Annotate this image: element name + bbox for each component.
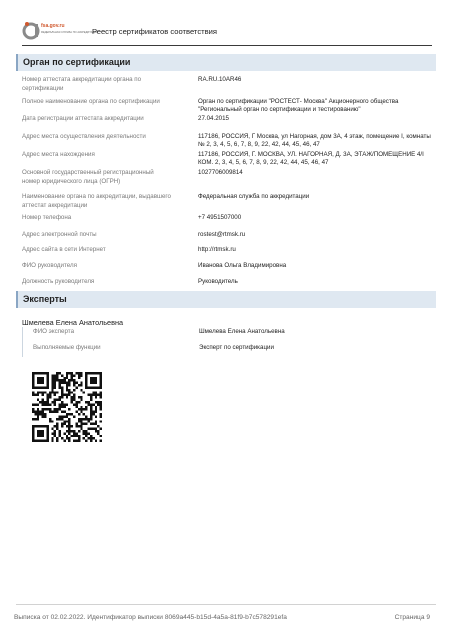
logo-name: fsa.gov.ru — [41, 23, 65, 29]
field-label: Выполняемые функции — [33, 344, 101, 351]
section-header-experts — [16, 291, 436, 308]
field-label: ФИО эксперта — [33, 328, 75, 335]
qr-modules — [32, 372, 102, 442]
section-title: Эксперты — [23, 294, 67, 304]
qr-code — [32, 372, 102, 442]
field-value: Эксперт по сертификации — [199, 344, 274, 351]
field-label: Должность руководителя — [22, 278, 95, 285]
field-value: Руководитель — [198, 278, 238, 285]
document-title: Реестр сертификатов соответствия — [92, 27, 217, 36]
fsa-logo-icon — [22, 20, 42, 40]
field-label: Наименование органа по аккредитации, выдавшего аттестат аккредитации — [22, 193, 171, 209]
section-header-organ — [16, 54, 436, 71]
section-title: Орган по сертификации — [23, 57, 131, 67]
fsa-logo — [22, 20, 99, 44]
section-accent — [16, 54, 18, 71]
field-label: Полное наименование органа по сертификации — [22, 98, 160, 105]
field-value: 117186, РОССИЯ, Г Москва, ул Нагорная, дом 3А, 4 этаж, помещение I, комнаты № 2, 3, 4, 5, 6, 7, 8, 9, 22, 42, 44, 45, 46, 47 — [198, 133, 431, 149]
field-value: Орган по сертификации "РОСТЕСТ- Москва" Акционерного общества "Региональный орган по сертификации и тестированию" — [198, 98, 399, 114]
field-value: 117186, РОССИЯ, Г. МОСКВА, УЛ. НАГОРНАЯ, Д. 3А, ЭТАЖ/ПОМЕЩЕНИЕ 4/I КОМ. 2, 3, 4, 5, 6, 7, 8, 9, 22, 42, 44, 45, 46, 47 — [198, 151, 424, 167]
logo-tagline: ФЕДЕРАЛЬНАЯ СЛУЖБА ПО АККРЕДИТАЦИИ — [41, 31, 99, 34]
field-label: Адрес электронной почты — [22, 231, 97, 238]
field-label: Номер аттестата аккредитации органа по сертификации — [22, 76, 142, 92]
section-accent — [16, 291, 18, 308]
expert-name: Шмелева Елена Анатольевна — [22, 318, 124, 327]
field-value: Федеральная служба по аккредитации — [198, 193, 310, 200]
header-divider — [22, 45, 432, 46]
field-label: Дата регистрации аттестата аккредитации — [22, 115, 144, 122]
field-label: Основной государственный регистрационный номер юридического лица (ОГРН) — [22, 169, 154, 185]
field-label: Адрес сайта в сети Интернет — [22, 246, 106, 253]
field-value: rostest@rtmsk.ru — [198, 231, 246, 238]
footer-divider — [16, 604, 436, 605]
field-label: Адрес места нахождения — [22, 151, 95, 158]
field-value: 27.04.2015 — [198, 115, 229, 122]
field-value: 1027706009814 — [198, 169, 243, 176]
field-value: +7 4951507000 — [198, 214, 242, 221]
field-label: Номер телефона — [22, 214, 72, 221]
footer-extract-info: Выписка от 02.02.2022. Идентификатор выписки 8069a445-b15d-4a5a-81f9-b7c578291efa — [14, 614, 287, 621]
page-header — [22, 20, 432, 46]
expert-details — [22, 327, 436, 357]
field-value: http://rtmsk.ru — [198, 246, 236, 253]
field-value: Шмелева Елена Анатольевна — [199, 328, 285, 335]
field-label: Адрес места осуществления деятельности — [22, 133, 146, 140]
field-value: Иванова Ольга Владимировна — [198, 262, 287, 269]
field-label: ФИО руководителя — [22, 262, 77, 269]
page-number: Страница 9 — [394, 614, 430, 621]
field-value: RA.RU.10AR46 — [198, 76, 242, 83]
